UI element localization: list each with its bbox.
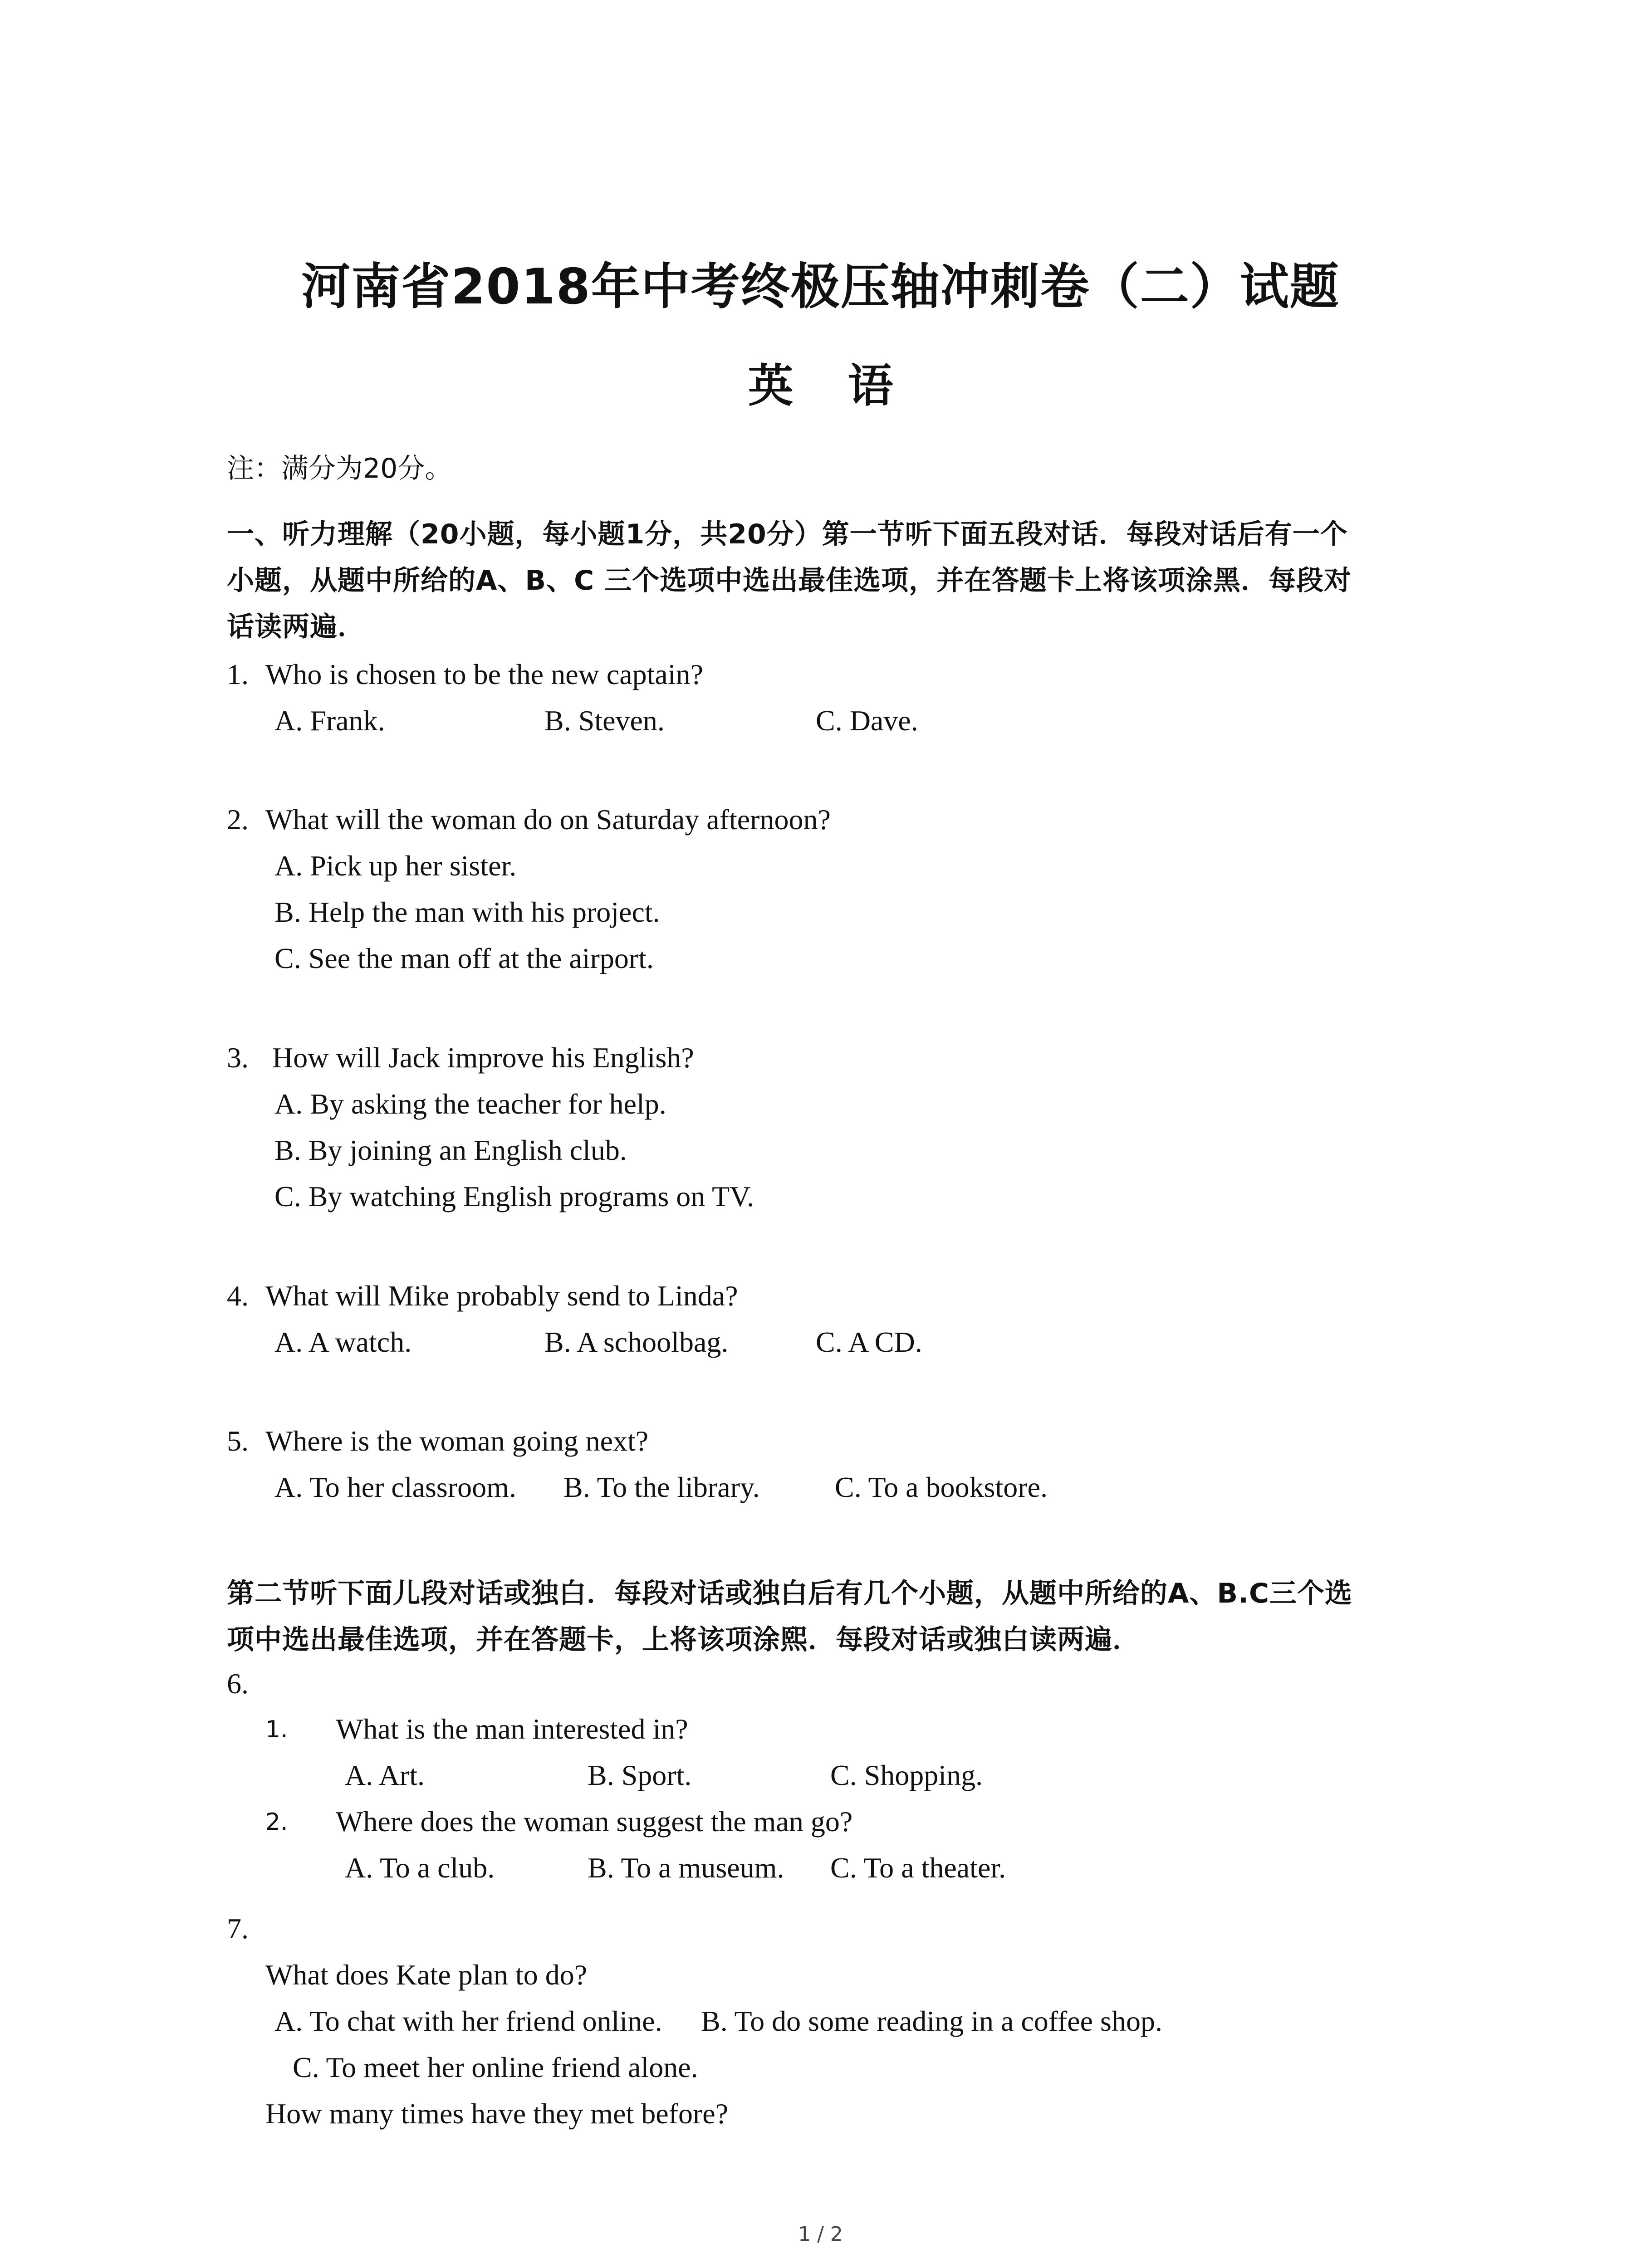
question-text: What does Kate plan to do? (265, 1959, 588, 1991)
option-b: B. To do some reading in a coffee shop. (701, 2005, 1162, 2037)
score-note: 注：满分为20分。 (227, 453, 452, 484)
question-text: Where is the woman going next? (265, 1425, 649, 1457)
sub-question-text: What is the man interested in? (336, 1713, 688, 1745)
sub-question-number: 1. (265, 1716, 288, 1743)
question-number: 6. (227, 1667, 249, 1700)
option-c: C. See the man off at the airport. (274, 942, 654, 974)
option-a: A. Pick up her sister. (274, 850, 517, 882)
option-a: A. To her classroom. (274, 1471, 516, 1503)
question-text: What will the woman do on Saturday afternoon? (265, 803, 831, 836)
section1-instruction-line-3: 话读两遍． (227, 611, 365, 643)
option-c: C. To meet her online friend alone. (293, 2051, 698, 2083)
sub-question-text: Where does the woman suggest the man go? (336, 1805, 853, 1838)
option-a: A. Frank. (274, 704, 385, 737)
option-b: B. To the library. (563, 1471, 760, 1503)
option-b: B. By joining an English club. (274, 1134, 627, 1166)
option-b: B. Steven. (544, 704, 665, 737)
question-text: What will Mike probably send to Linda? (265, 1280, 738, 1312)
option-c: C. To a theater. (830, 1852, 1006, 1884)
question-number: 1. (227, 658, 249, 690)
question-number: 2. (227, 803, 249, 836)
option-a: A. Art. (345, 1759, 425, 1791)
sub-question-number: 2. (265, 1809, 288, 1836)
option-c: C. To a bookstore. (835, 1471, 1048, 1503)
question-number: 4. (227, 1280, 249, 1312)
page-number: 1 / 2 (798, 2223, 843, 2246)
option-c: C. Shopping. (830, 1759, 983, 1791)
page-subtitle: 英语 (748, 359, 948, 412)
section2-instruction-line-2: 项中选出最佳选项，并在答题卡，上将该项涂熙．每段对话或独白读两遍． (227, 1624, 1140, 1656)
question-text: How will Jack improve his English? (272, 1041, 694, 1074)
option-c: C. By watching English programs on TV. (274, 1180, 754, 1212)
option-b: B. To a museum. (588, 1852, 784, 1884)
question-text: Who is chosen to be the new captain? (265, 658, 703, 690)
option-b: B. Help the man with his project. (274, 896, 660, 928)
option-b: B. Sport. (588, 1759, 692, 1791)
option-b: B. A schoolbag. (544, 1326, 729, 1358)
question-number: 7. (227, 1912, 249, 1945)
option-a: A. A watch. (274, 1326, 412, 1358)
option-a: A. To chat with her friend online. (274, 2005, 662, 2037)
question-number: 3. (227, 1041, 249, 1074)
page-title: 河南省2018年中考终极压轴冲刺卷（二）试题 (301, 259, 1340, 315)
question-text-2: How many times have they met before? (265, 2097, 729, 2130)
option-a: A. To a club. (345, 1852, 495, 1884)
question-number: 5. (227, 1425, 249, 1457)
section2-instruction-line-1: 第二节听下面儿段对话或独白．每段对话或独白后有几个小题，从题中所给的A、B.C三个选 (227, 1578, 1352, 1609)
option-c: C. Dave. (816, 704, 918, 737)
section1-instruction-line-1: 一、听力理解（20小题，每小题1分，共20分）第一节听下面五段对话．每段对话后有一个 (227, 518, 1348, 550)
section1-instruction-line-2: 小题，从题中所给的A、B、C 三个选项中选出最佳选项，并在答题卡上将该项涂黑．每段对 (227, 565, 1352, 596)
option-a: A. By asking the teacher for help. (274, 1088, 666, 1120)
option-c: C. A CD. (816, 1326, 922, 1358)
